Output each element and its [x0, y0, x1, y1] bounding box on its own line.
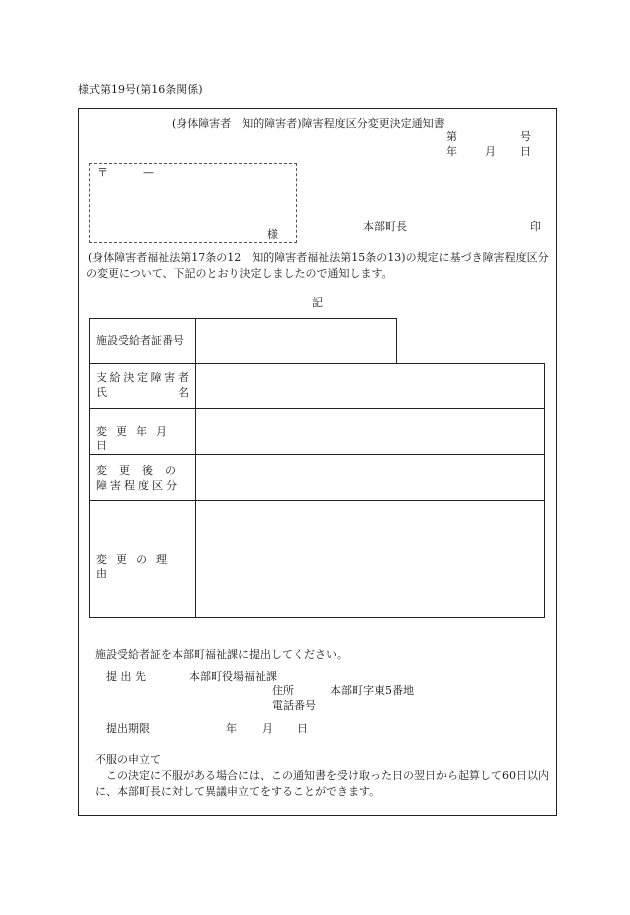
postal-mark: 〒 [97, 166, 108, 179]
document-title: (身体障害者 知的障害者)障害程度区分変更決定通知書 [172, 117, 445, 130]
change-reason-field[interactable] [196, 501, 544, 617]
table-label: 変更年月日 [90, 409, 196, 454]
date-month: 月 [485, 145, 496, 158]
honorific: 様 [267, 228, 278, 241]
table-row-change-reason [89, 500, 545, 618]
number-suffix: 号 [520, 130, 531, 143]
objection-text: この決定に不服がある場合には、この通知書を受け取った日の翌日から起算して60日以内に、本部町長に対して異議申立てをすることができます。 [95, 769, 549, 798]
intro-text: (身体障害者福祉法第17条の12 知的障害者福祉法第15条の13)の規定に基づき障害程度区分の変更について、下記のとおり決定しましたので通知します。 [86, 251, 549, 280]
table-label: 施設受給者証番号 [90, 319, 196, 363]
table-row-recipient-name [89, 363, 545, 409]
date-day: 日 [520, 145, 531, 158]
recipient-name-field[interactable] [196, 364, 544, 408]
address-label: 住所 [272, 684, 294, 697]
phone-label: 電話番号 [272, 699, 316, 712]
deadline-label: 提出期限 [106, 722, 150, 735]
table-row-new-disability-level [89, 454, 545, 501]
date-year: 年 [446, 145, 457, 158]
deadline-day: 日 [297, 722, 308, 735]
form-number: 様式第19号(第16条関係) [78, 83, 203, 96]
number-prefix: 第 [446, 130, 457, 143]
deadline-month: 月 [262, 722, 273, 735]
certificate-number-field[interactable] [196, 319, 396, 363]
seal-mark: 印 [530, 220, 541, 233]
deadline-year: 年 [226, 722, 237, 735]
ki-heading: 記 [312, 296, 323, 309]
table-label: 変更後の 障害程度区分 [90, 455, 196, 500]
table-row-change-date [89, 408, 545, 455]
issuer-name: 本部町長 [363, 220, 407, 233]
new-disability-level-field[interactable] [196, 455, 544, 500]
change-date-field[interactable] [196, 409, 544, 454]
destination-value: 本部町役場福祉課 [189, 670, 277, 683]
table-label [90, 364, 196, 408]
address-box[interactable] [89, 163, 297, 243]
destination-label: 提 出 先 [106, 670, 146, 683]
address-value: 本部町字東5番地 [330, 684, 414, 697]
submission-instruction: 施設受給者証を本部町福祉課に提出してください。 [95, 648, 348, 661]
table-label: 変更の理由 [90, 501, 196, 617]
objection-heading: 不服の申立て [95, 753, 161, 766]
label-line: 氏 名 [96, 386, 189, 399]
table-row-certificate-number [89, 318, 397, 364]
label-line: 支 給 決 定 障 害 者 [96, 371, 189, 384]
postal-dash: — [143, 166, 154, 179]
